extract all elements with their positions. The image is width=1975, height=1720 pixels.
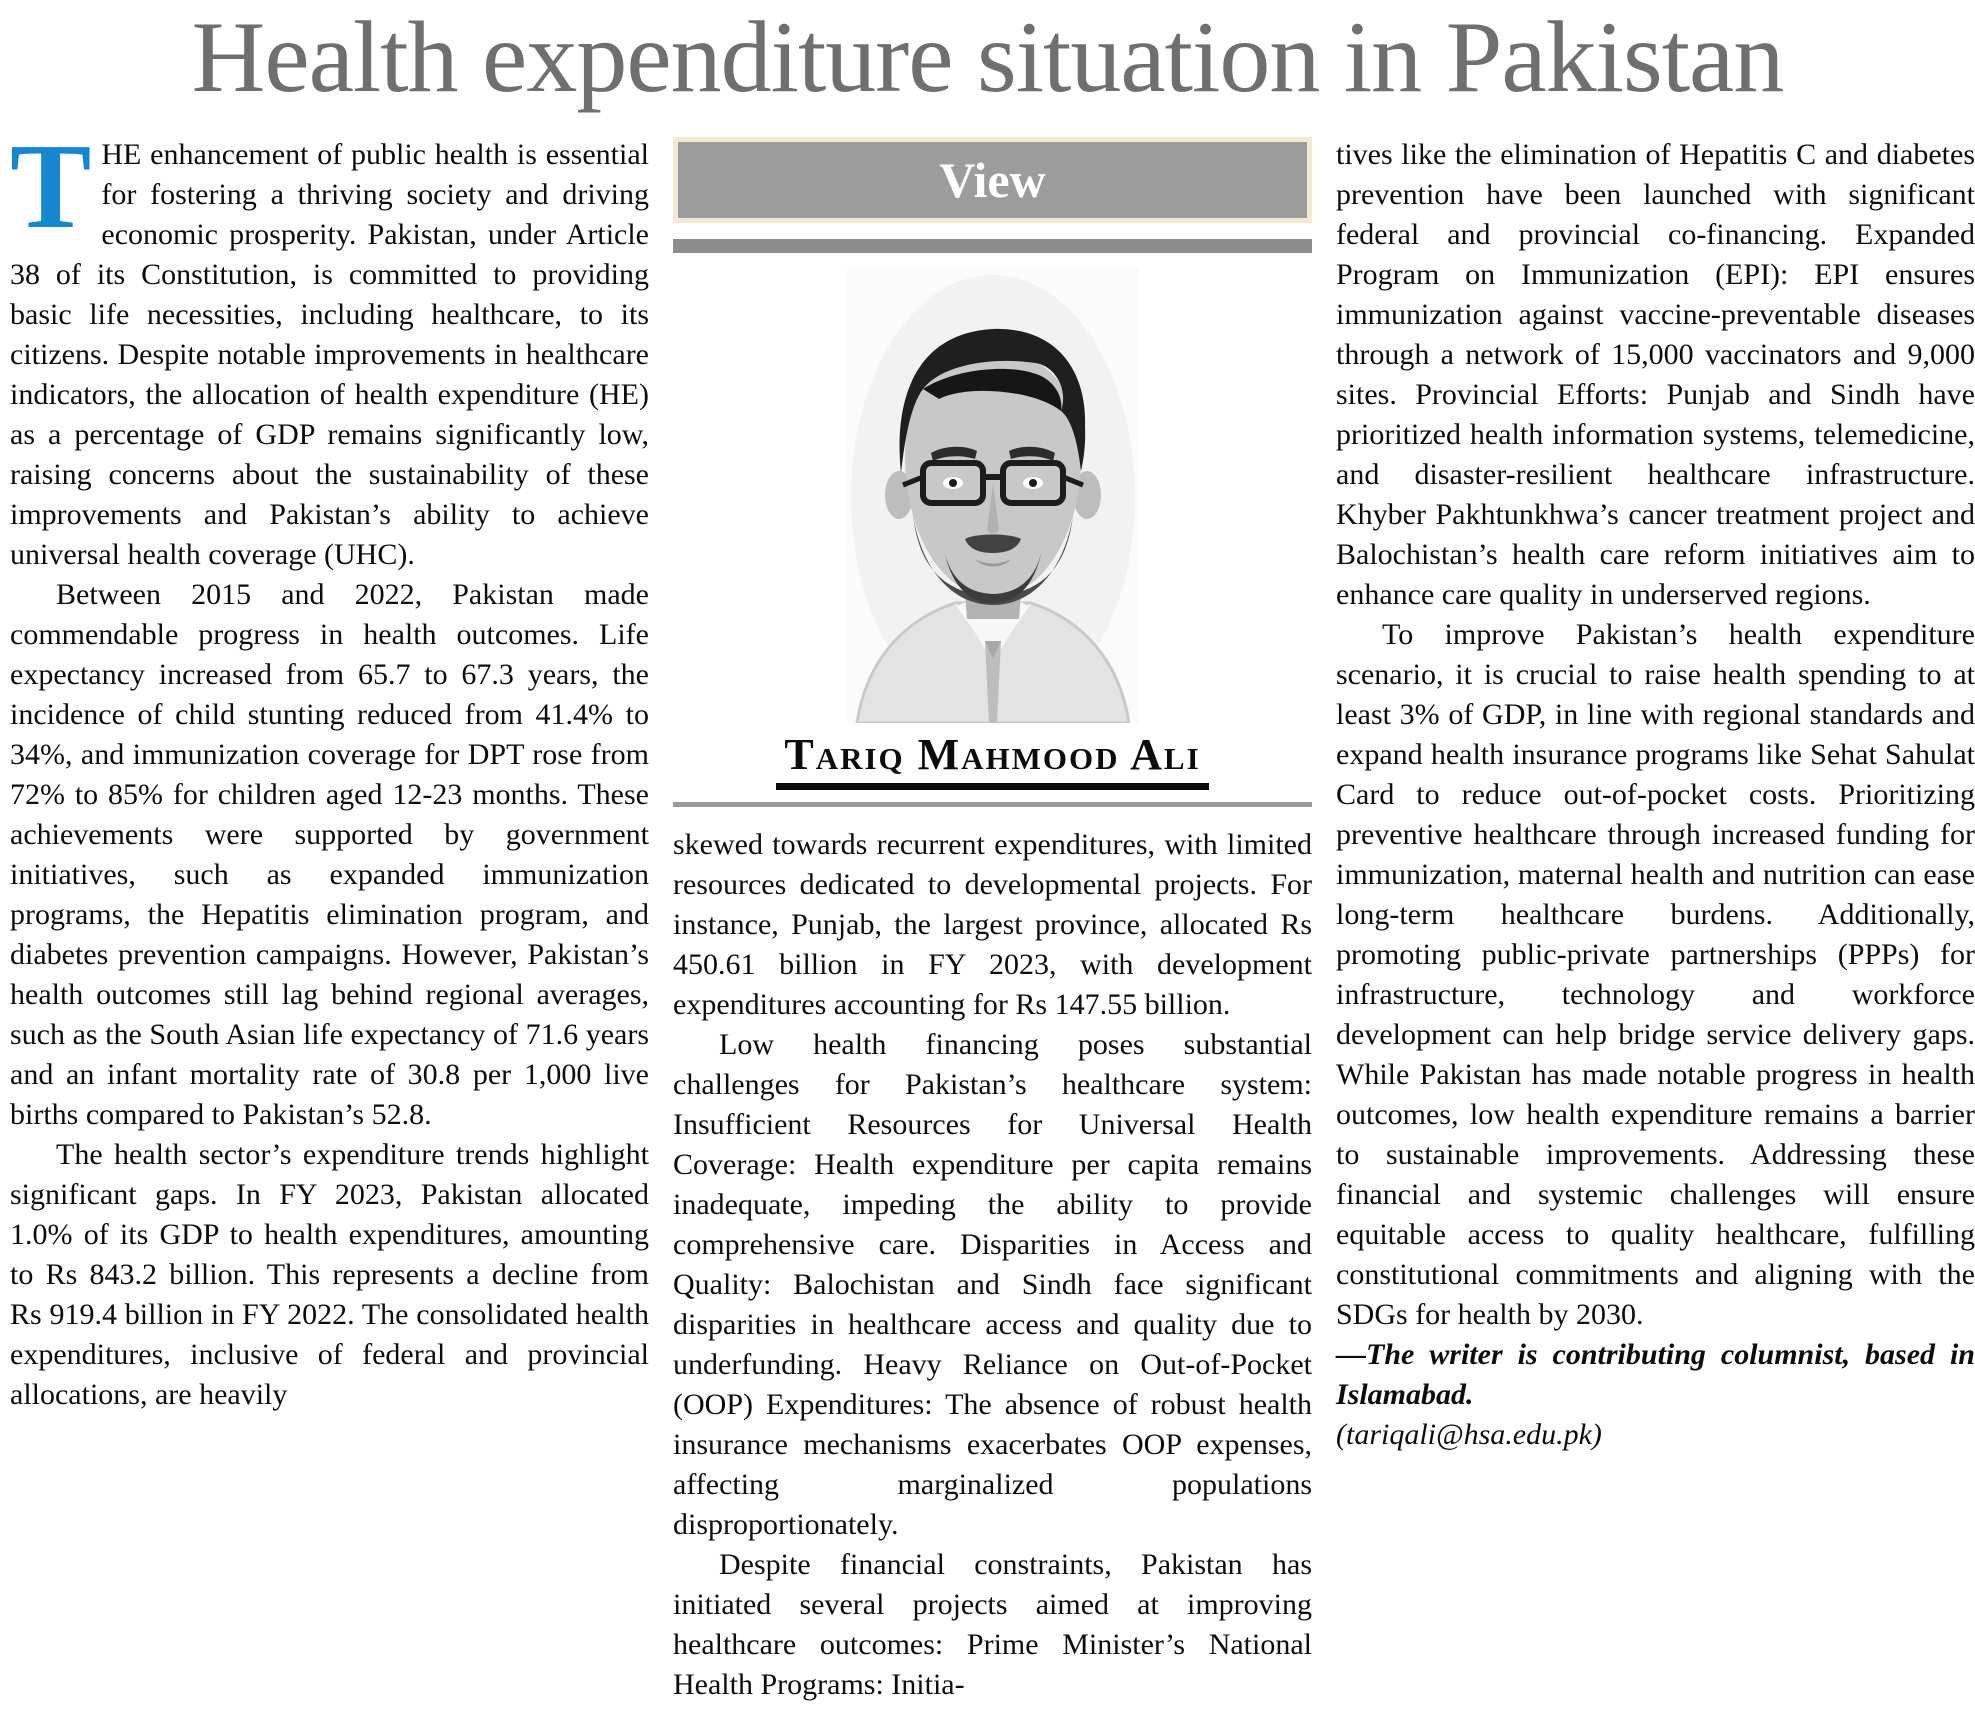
column-1 xyxy=(10,119,649,1705)
author-photo xyxy=(847,267,1139,723)
author-name: Tariq Mahmood Ali xyxy=(776,735,1208,790)
author-portrait-illustration xyxy=(847,267,1139,723)
view-section-label: View xyxy=(939,152,1046,209)
dropcap-letter: T xyxy=(10,119,92,255)
writer-byline: —The writer is contributing columnist, based in Islamabad. xyxy=(1336,1338,1975,1412)
article-columns xyxy=(0,111,1975,1705)
paragraph-lead xyxy=(10,119,649,575)
paragraph: tives like the elimination of Hepatitis C and diabetes prevention have been launched with significant federal and provincial co-financing. Expanded Program on Immunization (EPI): EPI ensures immunization against vaccine-preventable diseases through a network of 15,000 vaccinators and 9,000 sites. Provincial Efforts: Punjab and Sindh have prioritized health information systems, telemedicine, and disaster-resilient healthcare infrastructure. Khyber Pakhtunkhwa’s cancer treatment project and Balochistan’s health care reform initiatives aim to enhance care quality in underserved regions. xyxy=(1336,138,1975,612)
paragraph: The health sector’s expenditure trends highlight significant gaps. In FY 2023, Pakistan allocated 1.0% of its GDP to health expenditures, amounting to Rs 843.2 billion. This represents a decline from Rs 919.4 billion in FY 2022. The consolidated health expenditures, inclusive of federal and provincial allocations, are heavily xyxy=(10,1138,649,1412)
paragraph: skewed towards recurrent expenditures, with limited resources dedicated to developmental projects. For instance, Punjab, the largest province, allocated Rs 450.61 billion in FY 2023, with development expenditures accounting for Rs 147.55 billion. xyxy=(673,828,1312,1022)
paragraph: To improve Pakistan’s health expenditure scenario, it is crucial to raise health spending to at least 3% of GDP, in line with regional standards and expand health insurance programs like Sehat Sahulat Card to reduce out-of-pocket costs. Prioritizing preventive healthcare through increased funding for immunization, maternal health and nutrition can ease long-term healthcare burdens. Additionally, promoting public-private partnerships (PPPs) for infrastructure, technology and workforce development can help bridge service delivery gaps. While Pakistan has made notable progress in health outcomes, low health expenditure remains a barrier to sustainable improvements. Addressing these financial and systemic challenges will ensure equitable access to quality healthcare, fulfilling constitutional commitments and aligning with the SDGs for health by 2030. xyxy=(1336,618,1975,1332)
view-section-box xyxy=(673,137,1312,223)
writer-email: (tariqali@hsa.edu.pk) xyxy=(1336,1418,1602,1452)
paragraph: Despite financial constraints, Pakistan has initiated several projects aimed at improving healthcare outcomes: Prime Minister’s National Health Programs: Initia- xyxy=(673,1548,1312,1702)
divider-bar xyxy=(673,239,1312,253)
paragraph: Low health financing poses substantial challenges for Pakistan’s healthcare system: Insufficient Resources for Universal Health Coverage: Health expenditure per capita remains inadequate, impeding the ability to provide comprehensive care. Disparities in Access and Quality: Balochistan and Sindh face significant disparities in healthcare access and quality due to underfunding. Heavy Reliance on Out-of-Pocket (OOP) Expenditures: The absence of robust health insurance mechanisms exacerbates OOP expenses, affecting marginalized populations disproportionately. xyxy=(673,1028,1312,1542)
author-divider-rule xyxy=(673,802,1312,807)
column-2 xyxy=(673,135,1312,1705)
column-3 xyxy=(1336,135,1975,1705)
paragraph: Between 2015 and 2022, Pakistan made commendable progress in health outcomes. Life expectancy increased from 65.7 to 67.3 years, the incidence of child stunting reduced from 41.4% to 34%, and immunization coverage for DPT rose from 72% to 85% for children aged 12-23 months. These achievements were supported by government initiatives, such as expanded immunization programs, the Hepatitis elimination program, and diabetes prevention campaigns. However, Pakistan’s health outcomes still lag behind regional averages, such as the South Asian life expectancy of 71.6 years and an infant mortality rate of 30.8 per 1,000 live births compared to Pakistan’s 52.8. xyxy=(10,578,649,1132)
paragraph-lead-text: HE enhancement of public health is essential for fostering a thriving society and driving economic prosperity. Pakistan, under Article 38 of its Constitution, is committed to providing basic life necessities, including healthcare, to its citizens. Despite notable improvements in healthcare indicators, the allocation of health expenditure (HE) as a percentage of GDP remains significantly low, raising concerns about the sustainability of these improvements and Pakistan’s ability to achieve universal health coverage (UHC). xyxy=(10,138,649,572)
author-name-row xyxy=(673,730,1312,790)
article-headline: Health expenditure situation in Pakistan xyxy=(191,1,1784,114)
